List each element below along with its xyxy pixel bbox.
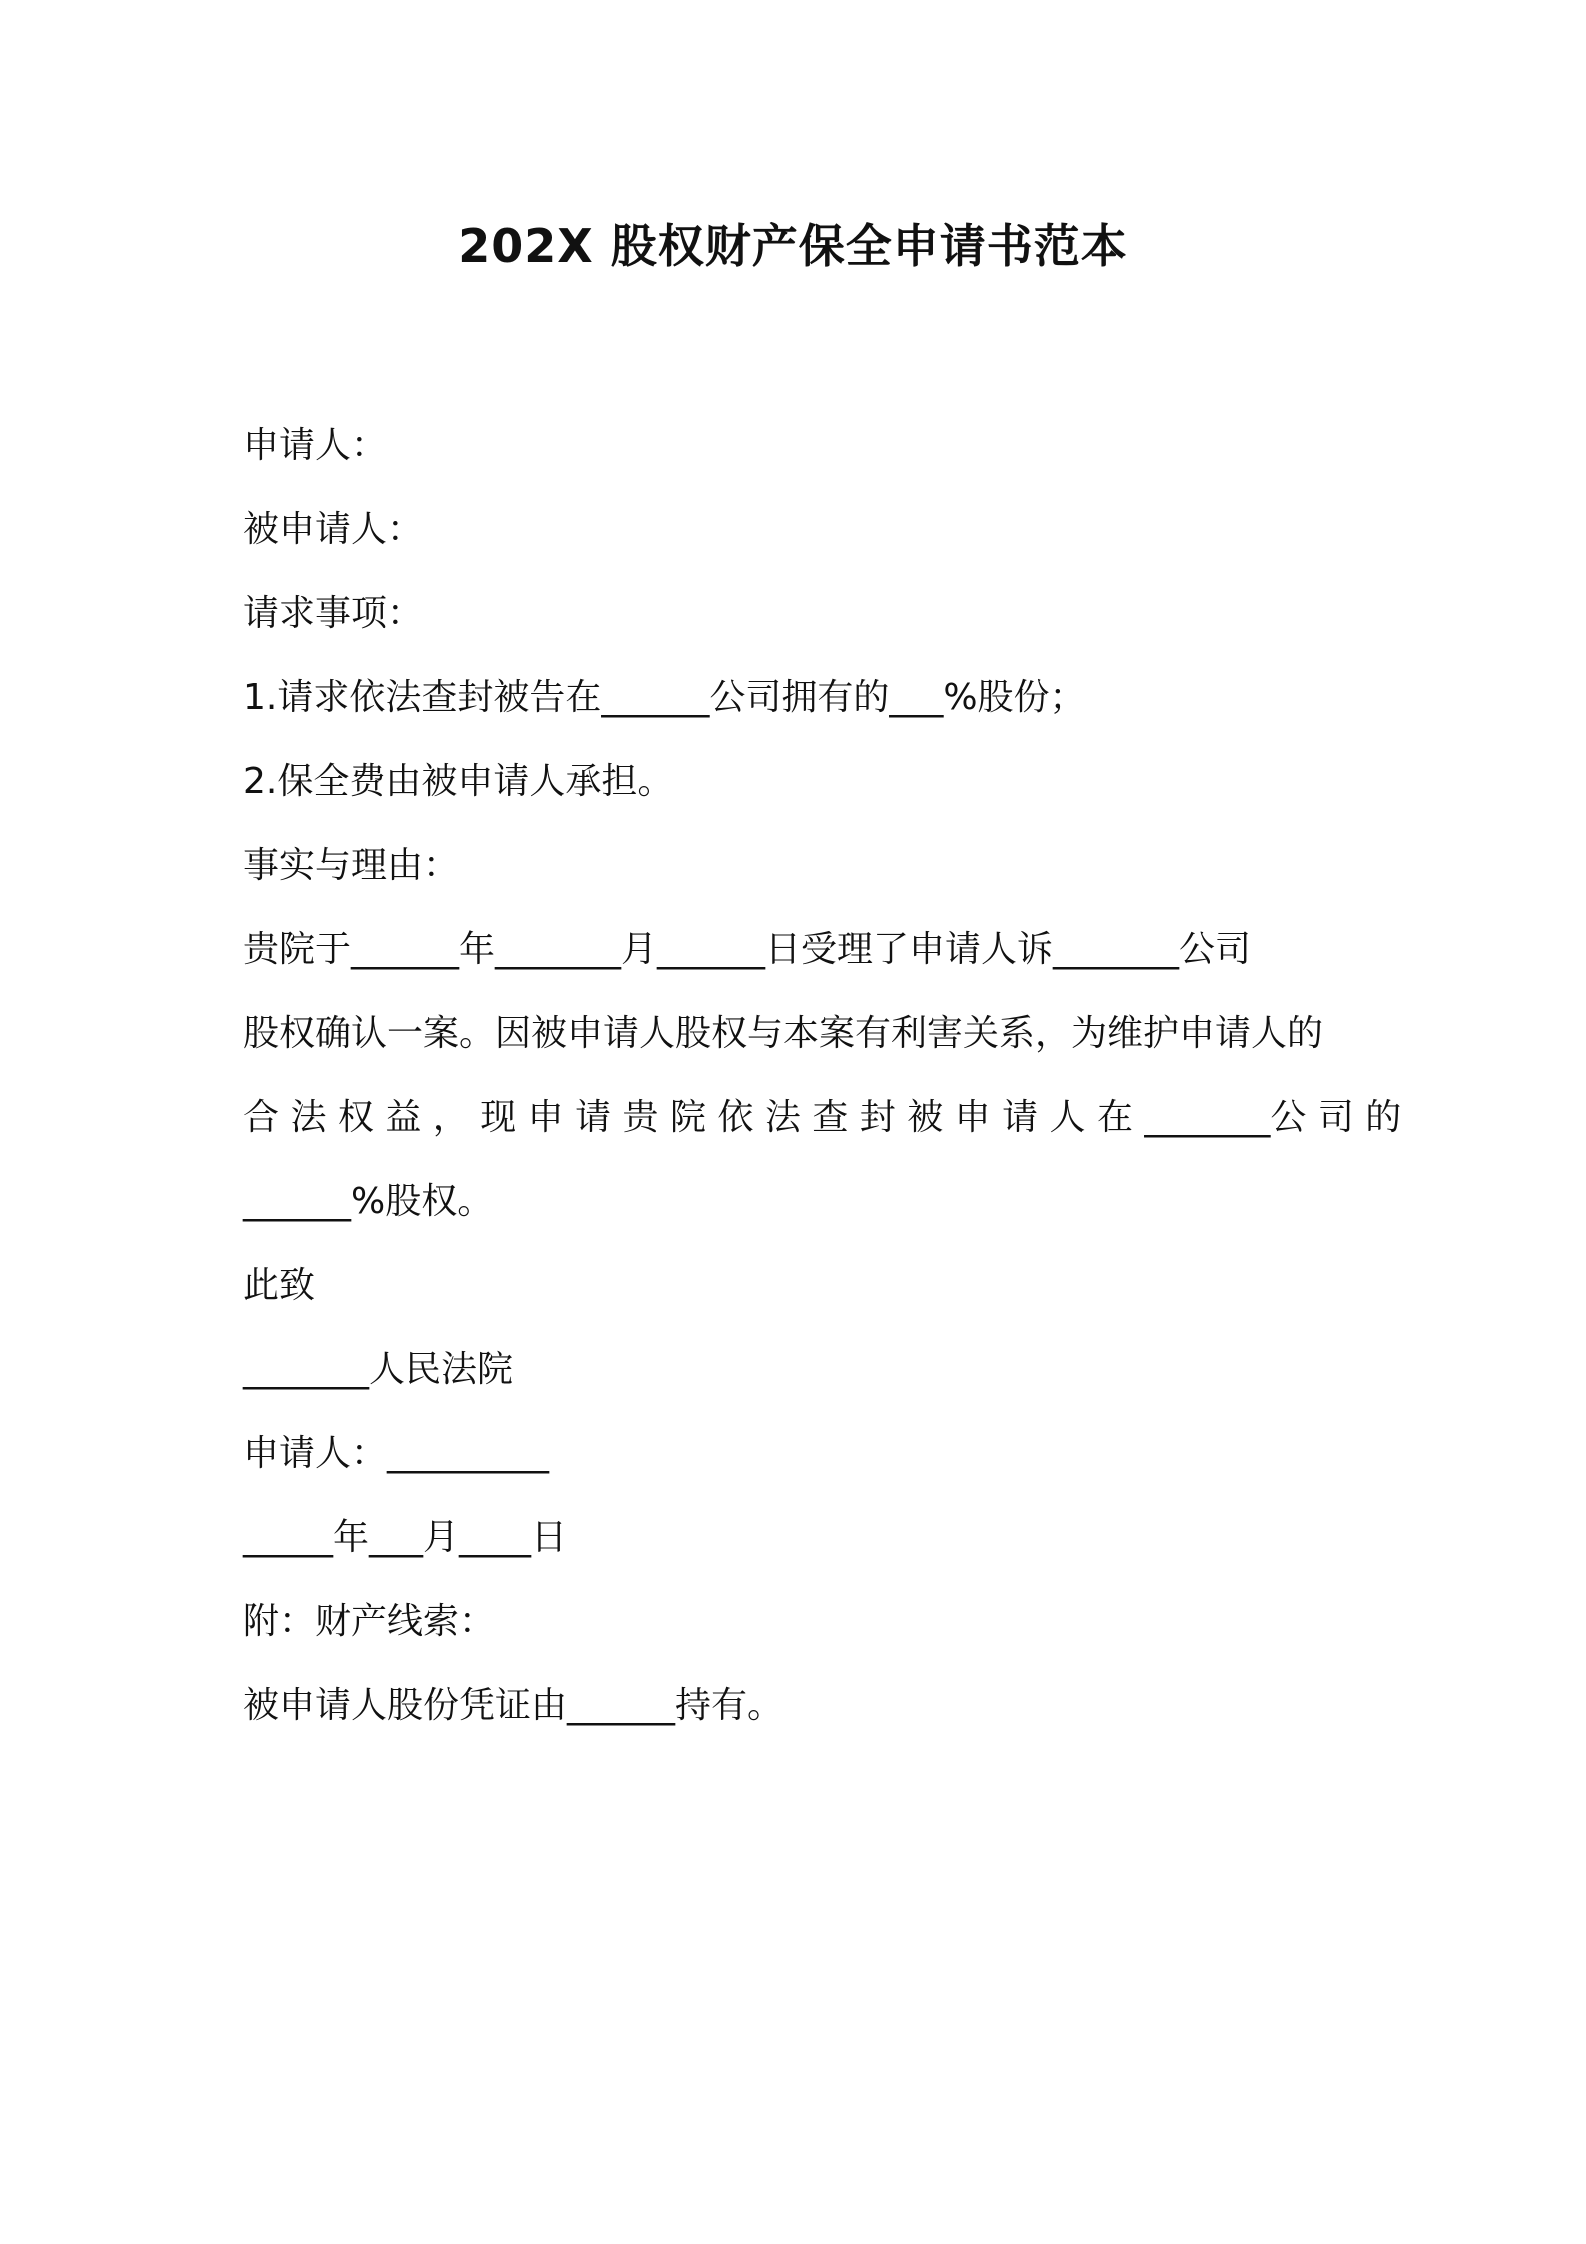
signature-line: 申请人：_________ bbox=[243, 1433, 550, 1474]
court-name-line: _______人民法院 bbox=[243, 1349, 514, 1390]
date-line: _____年___月____日 bbox=[243, 1517, 568, 1558]
attachment-heading: 附：财产线索： bbox=[243, 1601, 496, 1642]
claim-item-1: 1.请求依法查封被告在______公司拥有的___%股份； bbox=[243, 677, 1086, 718]
attachment-item: 被申请人股份凭证由______持有。 bbox=[243, 1685, 784, 1726]
document-body bbox=[243, 404, 1402, 1748]
salutation: 此致 bbox=[243, 1265, 316, 1306]
facts-paragraph-line: ______%股权。 bbox=[243, 1181, 494, 1222]
facts-paragraph-line: 合 法 权 益 ， 现 申 请 贵 院 依 法 查 封 被 申 请 人 在 _______公 司 的 bbox=[243, 1097, 1402, 1138]
claim-item-2: 2.保全费由被申请人承担。 bbox=[243, 761, 674, 802]
claims-heading: 请求事项： bbox=[243, 593, 424, 634]
facts-paragraph-line: 贵院于______年_______月______日受理了申请人诉_______公司 bbox=[243, 929, 1252, 970]
document-title: 202X 股权财产保全申请书范本 bbox=[458, 219, 1128, 273]
respondent-label: 被申请人： bbox=[243, 509, 424, 550]
applicant-label: 申请人： bbox=[243, 425, 388, 466]
facts-paragraph-line: 股权确认一案。因被申请人股权与本案有利害关系，为维护申请人的 bbox=[243, 1013, 1324, 1054]
facts-heading: 事实与理由： bbox=[243, 845, 460, 886]
